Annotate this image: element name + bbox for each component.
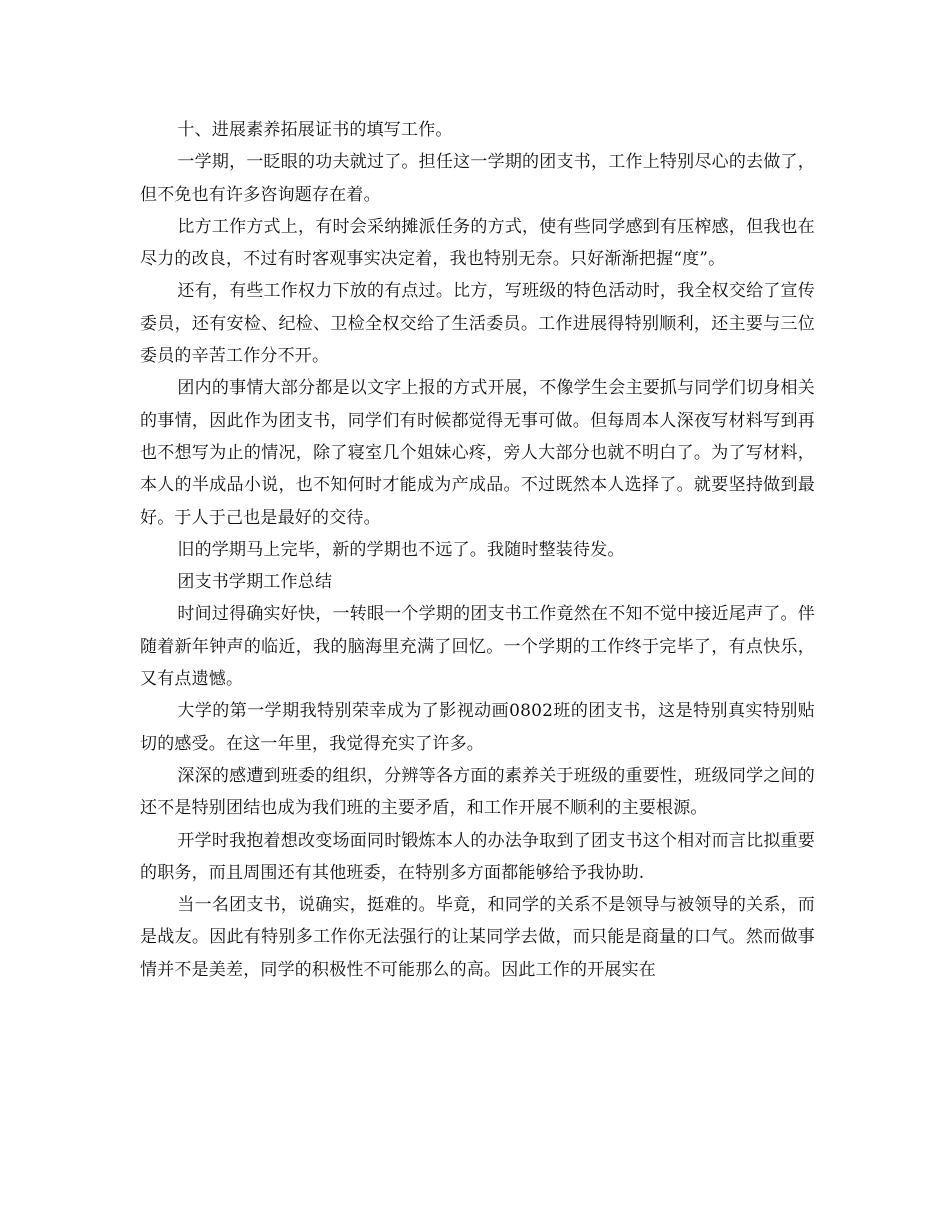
paragraph: 比方工作方式上，有时会采纳摊派任务的方式，使有些同学感到有压榨感，但我也在尽力的改良，不过有时客观事实决定着，我也特别无奈。只好渐渐把握“度”。 <box>140 216 815 270</box>
paragraph: 团内的事情大部分都是以文字上报的方式开展，不像学生会主要抓与同学们切身相关的事情，因此作为团支书，同学们有时候都觉得无事可做。但每周本人深夜写材料写到再也不想写为止的情况，除了寝室几个姐妹心疼，旁人大部分也就不明白了。为了写材料，本人的半成品小说，也不知何时才能成为产成品。不过既然本人选择了。就要坚持做到最好。于人于己也是最好的交待。 <box>140 378 815 528</box>
section-heading: 团支书学期工作总结 <box>177 572 333 593</box>
paragraph: 时间过得确实好快，一转眼一个学期的团支书工作竟然在不知不觉中接近尾声了。伴随着新年钟声的临近，我的脑海里充满了回忆。一个学期的工作终于完毕了，有点快乐，又有点遗憾。 <box>140 604 815 690</box>
paragraph: 开学时我抱着想改变场面同时锻炼本人的办法争取到了团支书这个相对而言比拟重要的职务，而且周围还有其他班委，在特别多方面都能够给予我协助. <box>140 830 815 883</box>
paragraph: 深深的感遭到班委的组织，分辨等各方面的素养关于班级的重要性，班级同学之间的还不是特别团结也成为我们班的主要矛盾，和工作开展不顺利的主要根源。 <box>140 765 815 819</box>
paragraph: 十、进展素养拓展证书的填写工作。 <box>177 120 453 140</box>
paragraph: 一学期，一眨眼的功夫就过了。担任这一学期的团支书，工作上特别尽心的去做了，但不免也有许多咨询题存在着。 <box>140 152 815 205</box>
paragraph: 大学的第一学期我特别荣幸成为了影视动画0802班的团支书，这是特别真实特别贴切的感受。在这一年里，我觉得充实了许多。 <box>140 701 815 754</box>
paragraph: 旧的学期马上完毕，新的学期也不远了。我随时整装待发。 <box>177 539 625 560</box>
paragraph: 还有，有些工作权力下放的有点过。比方，写班级的特色活动时，我全权交给了宣传委员，还有安检、纪检、卫检全权交给了生活委员。工作进展得特别顺利，还主要与三位委员的辛苦工作分不开。 <box>140 281 815 367</box>
document-body <box>140 114 815 986</box>
paragraph: 当一名团支书，说确实，挺难的。毕竟，和同学的关系不是领导与被领导的关系，而是战友。因此有特别多工作你无法强行的让某同学去做，而只能是商量的口气。然而做事情并不是美差，同学的积极性不可能那么的高。因此工作的开展实在 <box>140 895 815 980</box>
